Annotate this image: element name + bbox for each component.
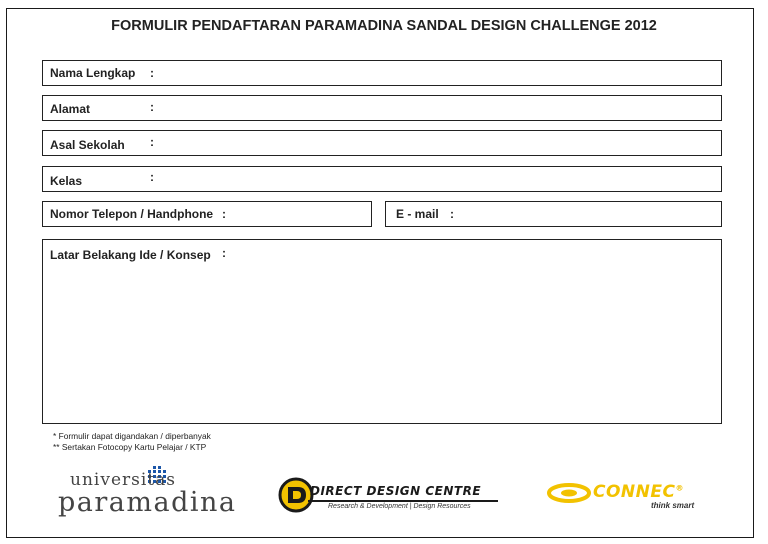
connec-wordmark-text: CONNEC bbox=[593, 482, 676, 502]
email-label: E - mail bbox=[396, 207, 439, 221]
ddc-tagline: Research & Development | Design Resources bbox=[328, 503, 471, 510]
connec-logo bbox=[547, 481, 727, 521]
nama-lengkap-field[interactable] bbox=[42, 60, 722, 86]
telepon-colon: : bbox=[222, 207, 226, 221]
connec-wordmark bbox=[593, 482, 684, 502]
konsep-colon: : bbox=[222, 246, 226, 260]
asal-sekolah-colon: : bbox=[150, 135, 154, 149]
kelas-colon: : bbox=[150, 170, 154, 184]
direct-design-centre-logo bbox=[278, 474, 498, 518]
telepon-label: Nomor Telepon / Handphone bbox=[50, 207, 214, 221]
connec-swoosh-icon bbox=[547, 483, 591, 503]
kelas-field[interactable] bbox=[42, 166, 722, 192]
university-wordmark-small: universitas bbox=[70, 470, 176, 490]
kelas-label: Kelas bbox=[50, 174, 83, 188]
registered-mark: ® bbox=[675, 483, 684, 493]
alamat-field[interactable] bbox=[42, 95, 722, 121]
email-colon: : bbox=[450, 207, 454, 221]
alamat-colon: : bbox=[150, 100, 154, 114]
university-wordmark-large: paramadina bbox=[58, 487, 237, 518]
universitas-paramadina-logo bbox=[56, 462, 237, 524]
note-attach-id: ** Sertakan Fotocopy Kartu Pelajar / KTP bbox=[53, 442, 207, 452]
form-title: FORMULIR PENDAFTARAN PARAMADINA SANDAL DESIGN CHALLENGE 2012 bbox=[111, 18, 657, 34]
connec-tagline: think smart bbox=[651, 501, 695, 510]
ddc-wordmark: DIRECT DESIGN CENTRE bbox=[310, 484, 482, 498]
nama-lengkap-colon: : bbox=[150, 66, 154, 80]
note-duplicate: * Formulir dapat digandakan / diperbanyak bbox=[53, 431, 211, 441]
asal-sekolah-field[interactable] bbox=[42, 130, 722, 156]
nama-lengkap-label: Nama Lengkap bbox=[50, 66, 136, 80]
konsep-label: Latar Belakang Ide / Konsep bbox=[50, 248, 211, 262]
alamat-label: Alamat bbox=[50, 102, 91, 116]
asal-sekolah-label: Asal Sekolah bbox=[50, 138, 125, 152]
konsep-textarea[interactable] bbox=[42, 239, 722, 424]
